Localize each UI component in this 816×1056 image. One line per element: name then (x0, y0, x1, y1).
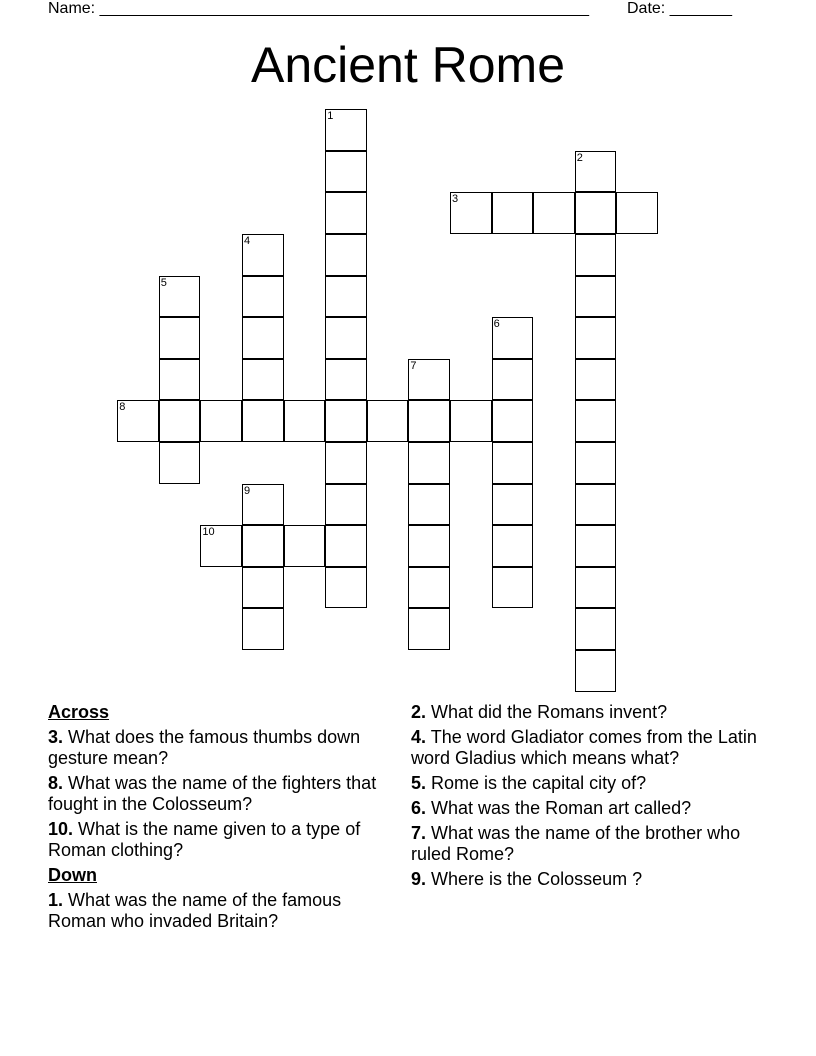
crossword-cell[interactable] (242, 276, 284, 318)
clue-number: 10. (48, 819, 74, 839)
crossword-cell[interactable] (284, 400, 326, 442)
crossword-cell[interactable] (325, 109, 367, 151)
crossword-cell[interactable] (325, 234, 367, 276)
clue-number-label: 3 (452, 193, 459, 206)
crossword-cell[interactable] (242, 234, 284, 276)
crossword-cell[interactable] (408, 525, 450, 567)
crossword-cell[interactable] (492, 525, 534, 567)
clue-number: 2. (411, 702, 427, 722)
clue-number-label: 9 (244, 484, 251, 497)
crossword-cell[interactable] (117, 400, 159, 442)
clues-left-column (48, 702, 403, 936)
crossword-cell[interactable] (575, 359, 617, 401)
clue-text: Where is the Colosseum ? (431, 869, 643, 889)
clue-number-label: 10 (202, 526, 215, 539)
crossword-cell[interactable] (325, 276, 367, 318)
crossword-cell[interactable] (159, 359, 201, 401)
crossword-cell[interactable] (242, 317, 284, 359)
crossword-cell[interactable] (575, 484, 617, 526)
crossword-cell[interactable] (325, 192, 367, 234)
clue-number: 8. (48, 773, 64, 793)
clue-down-5 (411, 773, 771, 794)
crossword-cell[interactable] (492, 192, 534, 234)
clue-down-1 (48, 890, 403, 932)
crossword-cell[interactable] (575, 317, 617, 359)
crossword-cell[interactable] (159, 442, 201, 484)
crossword-cell[interactable] (575, 400, 617, 442)
clue-text: What was the Roman art called? (431, 798, 692, 818)
crossword-cell[interactable] (492, 400, 534, 442)
down-clue-list (48, 890, 403, 932)
date-field-line: Date: _______ (627, 0, 732, 17)
clue-text: What was the name of the brother who ruled Rome? (411, 823, 741, 864)
clue-down-7 (411, 823, 771, 865)
crossword-cell[interactable] (575, 567, 617, 609)
name-field-line: Name: _______________________________________________________ (48, 0, 589, 17)
crossword-cell[interactable] (408, 608, 450, 650)
crossword-cell[interactable] (533, 192, 575, 234)
clue-number: 6. (411, 798, 427, 818)
clue-number: 4. (411, 727, 427, 747)
crossword-cell[interactable] (284, 525, 326, 567)
crossword-cell[interactable] (492, 359, 534, 401)
crossword-cell[interactable] (325, 400, 367, 442)
clue-across-10 (48, 819, 403, 861)
crossword-cell[interactable] (242, 400, 284, 442)
crossword-cell[interactable] (242, 484, 284, 526)
clue-text: The word Gladiator comes from the Latin word Gladius which means what? (411, 727, 757, 768)
crossword-cell[interactable] (408, 359, 450, 401)
crossword-cell[interactable] (408, 400, 450, 442)
crossword-cell[interactable] (159, 276, 201, 318)
clue-number-label: 1 (327, 110, 334, 123)
clue-number: 5. (411, 773, 427, 793)
crossword-cell[interactable] (367, 400, 409, 442)
crossword-cell[interactable] (200, 400, 242, 442)
crossword-cell[interactable] (492, 567, 534, 609)
crossword-cell[interactable] (200, 525, 242, 567)
crossword-cell[interactable] (242, 567, 284, 609)
crossword-cell[interactable] (242, 359, 284, 401)
crossword-cell[interactable] (575, 234, 617, 276)
crossword-cell[interactable] (575, 525, 617, 567)
crossword-cell[interactable] (325, 525, 367, 567)
clue-text: Rome is the capital city of? (431, 773, 647, 793)
clue-number: 9. (411, 869, 427, 889)
crossword-cell[interactable] (450, 192, 492, 234)
crossword-cell[interactable] (408, 567, 450, 609)
down-heading: Down (48, 865, 97, 885)
clue-down-4 (411, 727, 771, 769)
crossword-cell[interactable] (575, 442, 617, 484)
page-title: Ancient Rome (250, 37, 566, 93)
clue-number-label: 5 (160, 276, 167, 289)
across-clue-list (48, 727, 403, 861)
clue-down-6 (411, 798, 771, 819)
crossword-cell[interactable] (575, 608, 617, 650)
crossword-cell[interactable] (325, 317, 367, 359)
clue-text: What was the name of the famous Roman who invaded Britain? (48, 890, 342, 931)
crossword-cell[interactable] (325, 567, 367, 609)
crossword-cell[interactable] (575, 276, 617, 318)
crossword-cell[interactable] (408, 484, 450, 526)
crossword-cell[interactable] (492, 317, 534, 359)
clue-number-label: 4 (244, 235, 251, 247)
crossword-cell[interactable] (242, 525, 284, 567)
crossword-cell[interactable] (575, 650, 617, 692)
crossword-cell[interactable] (159, 400, 201, 442)
clue-number: 1. (48, 890, 64, 910)
clue-number: 7. (411, 823, 427, 843)
crossword-cell[interactable] (325, 359, 367, 401)
crossword-cell[interactable] (408, 442, 450, 484)
crossword-cell[interactable] (575, 151, 617, 193)
clue-number: 3. (48, 727, 64, 747)
clue-number-label: 6 (493, 318, 500, 331)
crossword-cell[interactable] (325, 151, 367, 193)
clue-number-label: 7 (410, 359, 417, 372)
crossword-cell[interactable] (450, 400, 492, 442)
clue-text: What was the name of the fighters that fought in the Colosseum? (48, 773, 377, 814)
clue-across-3 (48, 727, 403, 769)
clue-down-2 (411, 702, 771, 723)
clue-down-9 (411, 869, 771, 890)
crossword-cell[interactable] (325, 442, 367, 484)
crossword-cell[interactable] (159, 317, 201, 359)
crossword-cell[interactable] (575, 192, 617, 234)
clues-right-column (411, 702, 771, 894)
crossword-cell[interactable] (492, 484, 534, 526)
crossword-cell[interactable] (325, 484, 367, 526)
clue-text: What does the famous thumbs down gesture mean? (48, 727, 361, 768)
clue-text: What is the name given to a type of Roman clothing? (48, 819, 361, 860)
crossword-cell[interactable] (492, 442, 534, 484)
clue-number-label: 8 (119, 401, 126, 414)
crossword-cell[interactable] (242, 608, 284, 650)
crossword-cell[interactable] (616, 192, 658, 234)
across-heading: Across (48, 702, 110, 722)
clue-number-label: 2 (576, 151, 583, 164)
clue-text: What did the Romans invent? (431, 702, 668, 722)
clue-across-8 (48, 773, 403, 815)
